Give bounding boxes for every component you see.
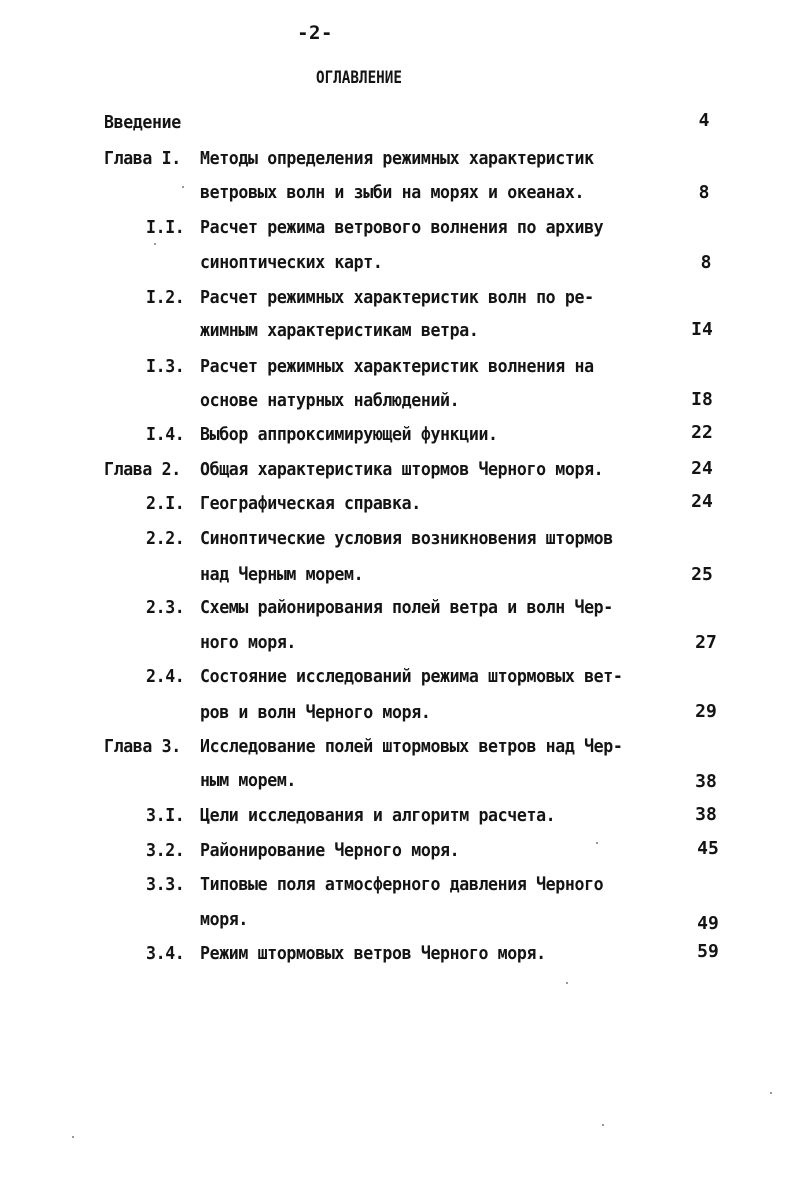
toc-2-3-line2: ного моря. [200,632,297,653]
toc-3-3-num: 3.3. [146,874,185,895]
toc-2-1-num: 2.I. [146,493,185,514]
scan-speck [602,1124,604,1126]
page-title: ОГЛАВЛЕНИЕ [316,68,402,88]
toc-2-4-num: 2.4. [146,666,185,687]
toc-2-4-line1: Состояние исследований режима штормовых вет- [200,666,623,687]
toc-ch1-line2: ветровых волн и зыби на морях и океанах. [200,182,585,203]
toc-ch3-prefix: Глава 3. [104,736,181,757]
toc-3-2-num: 3.2. [146,840,185,861]
scan-speck [182,186,184,188]
toc-1-1-page: 8 [700,252,712,273]
toc-ch2-prefix: Глава 2. [104,459,181,480]
toc-3-1-page: 38 [695,804,717,825]
toc-3-4-page: 59 [697,941,719,962]
toc-2-2-line1: Синоптические условия возникновения штормов [200,528,613,549]
toc-1-4-num: I.4. [146,424,185,445]
toc-ch2-line1: Общая характеристика штормов Черного моря. [200,459,604,480]
toc-1-1-line2: синоптических карт. [200,252,383,273]
toc-ch2-page: 24 [691,458,713,479]
toc-1-2-line1: Расчет режимных характеристик волн по ре- [200,287,594,308]
toc-2-3-page: 27 [695,632,717,653]
toc-1-1-num: I.I. [146,217,185,238]
toc-3-1-line1: Цели исследования и алгоритм расчета. [200,805,556,826]
toc-1-1-line1: Расчет режима ветрового волнения по архиву [200,217,604,238]
toc-ch1-page: 8 [698,182,710,203]
toc-2-2-page: 25 [691,564,713,585]
toc-3-3-line2: моря. [200,909,249,930]
toc-1-3-num: I.3. [146,356,185,377]
toc-ch3-page: 38 [695,771,717,792]
toc-2-1-page: 24 [691,491,713,512]
toc-2-3-num: 2.3. [146,597,185,618]
toc-2-2-num: 2.2. [146,528,185,549]
toc-ch1-prefix: Глава I. [104,148,181,169]
toc-2-2-line2: над Черным морем. [200,564,364,585]
toc-2-3-line1: Схемы районирования полей ветра и волн Чер- [200,597,613,618]
scan-speck [770,1092,772,1094]
toc-1-3-page: I8 [691,389,713,410]
toc-3-1-num: 3.I. [146,805,185,826]
toc-intro-label: Введение [104,112,181,133]
toc-1-4-page: 22 [691,422,713,443]
toc-intro-page: 4 [698,110,710,131]
toc-3-4-line1: Режим штормовых ветров Черного моря. [200,943,546,964]
toc-3-3-line1: Типовые поля атмосферного давления Черного [200,874,604,895]
scan-speck [72,1136,74,1138]
scan-speck [154,243,156,245]
toc-ch3-line2: ным морем. [200,770,297,791]
toc-1-3-line2: основе натурных наблюдений. [200,390,460,411]
toc-3-3-page: 49 [697,913,719,934]
toc-1-4-line1: Выбор аппроксимирующей функции. [200,424,498,445]
toc-ch3-line1: Исследование полей штормовых ветров над Чер- [200,736,623,757]
scan-speck [596,842,598,844]
toc-1-2-line2: жимным характеристикам ветра. [200,320,479,341]
page-number: -2- [297,22,333,44]
toc-3-2-page: 45 [697,838,719,859]
toc-2-4-line2: ров и волн Черного моря. [200,702,431,723]
toc-2-1-line1: Географическая справка. [200,493,421,514]
toc-ch1-line1: Методы определения режимных характеристик [200,148,594,169]
toc-3-4-num: 3.4. [146,943,185,964]
toc-1-2-num: I.2. [146,287,185,308]
toc-1-3-line1: Расчет режимных характеристик волнения на [200,356,594,377]
toc-2-4-page: 29 [695,701,717,722]
toc-1-2-page: I4 [691,319,713,340]
toc-3-2-line1: Районирование Черного моря. [200,840,460,861]
scan-speck [566,982,568,984]
